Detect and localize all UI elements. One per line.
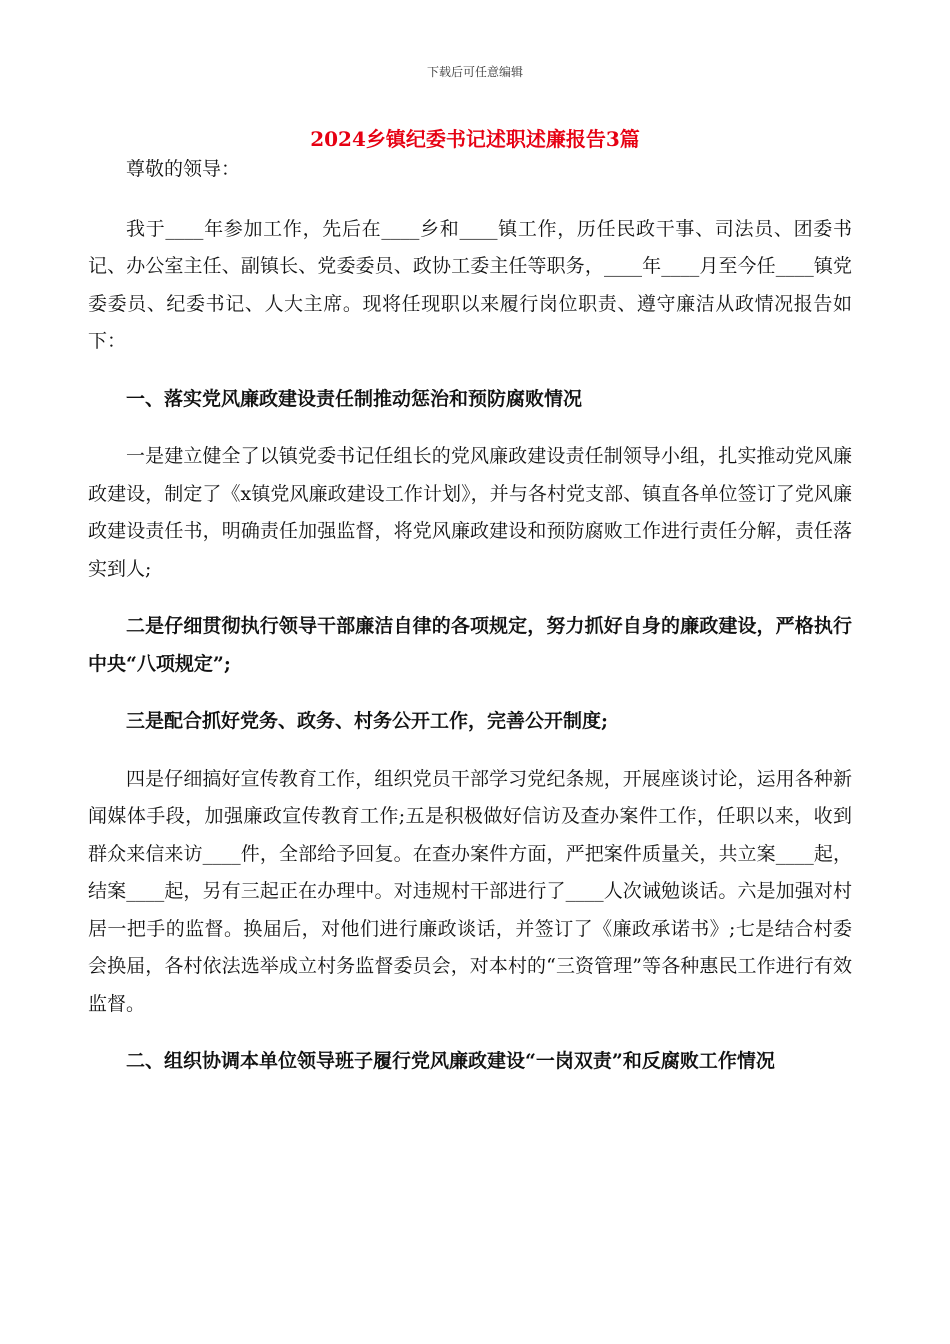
bold-paragraph-2: 二是仔细贯彻执行领导干部廉洁自律的各项规定，努力抓好自身的廉政建设，严格执行中央“八项规定”;: [88, 615, 852, 675]
bold-paragraph-3: 三是配合抓好党务、政务、村务公开工作，完善公开制度;: [126, 710, 609, 732]
body-paragraph-4: 四是仔细搞好宣传教育工作，组织党员干部学习党纪条规，开展座谈讨论，运用各种新闻媒体手段，加强廉政宣传教育工作;五是积极做好信访及查办案件工作，任职以来，收到群众来信来访____件，全部给予回复。在查办案件方面，严把案件质量关，共立案____起，结案____起，另有三起正在办理中。对违规村干部进行了____人次诫勉谈话。六是加强对村居一把手的监督。换届后，对他们进行廉政谈话，并签订了《廉政承诺书》;七是结合村委会换届，各村依法选举成立村务监督委员会，对本村的“三资管理”等各种惠民工作进行有效监督。: [88, 767, 852, 1015]
intro-paragraph: 我于____年参加工作，先后在____乡和____镇工作，历任民政干事、司法员、团委书记、办公室主任、副镇长、党委委员、政协工委主任等职务，____年____月至今任____镇党委委员、纪委书记、人大主席。现将任现职以来履行岗位职责、遵守廉洁从政情况报告如下：: [88, 217, 852, 352]
document-title: 2024乡镇纪委书记述职述廉报告3篇: [310, 127, 640, 151]
body-paragraph-1: 一是建立健全了以镇党委书记任组长的党风廉政建设责任制领导小组，扎实推动党风廉政建设，制定了《x镇党风廉政建设工作计划》，并与各村党支部、镇直各单位签订了党风廉政建设责任书，明确责任加强监督，将党风廉政建设和预防腐败工作进行责任分解，责任落实到人;: [88, 445, 852, 580]
section-heading-2: 二、组织协调本单位领导班子履行党风廉政建设“一岗双责”和反腐败工作情况: [126, 1050, 775, 1072]
header-note: 下载后可任意编辑: [426, 65, 523, 79]
salutation: 尊敬的领导：: [126, 158, 241, 180]
section-heading-1: 一、落实党风廉政建设责任制推动惩治和预防腐败情况: [126, 387, 583, 410]
document-body: [88, 150, 852, 1081]
